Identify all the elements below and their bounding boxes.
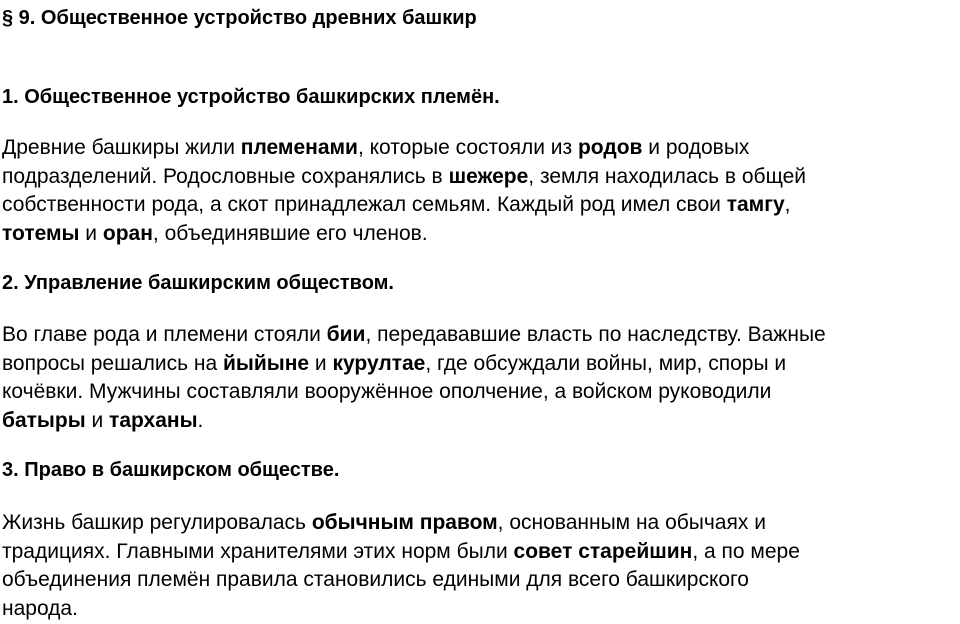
text-run: собственности рода, а скот принадлежал семьям. Каждый род имел свои (2, 193, 727, 216)
section-paragraph-1 (2, 134, 960, 248)
text-run: подразделений. Родословные сохранялись в (2, 164, 449, 188)
paragraph-line (2, 378, 960, 407)
key-term: йыйыне (223, 351, 310, 375)
text-run: народа. (2, 596, 78, 620)
paragraph-line (2, 220, 960, 249)
section-paragraph-2 (2, 321, 960, 435)
paragraph-line (2, 538, 960, 567)
paragraph-line (2, 595, 960, 624)
text-run: и (85, 408, 110, 432)
text-run: Жизнь башкир регулировалась (2, 511, 312, 534)
text-run: объединения племён правила становились едиными для всего башкирского (2, 568, 749, 591)
text-run: Во главе рода и племени стояли (2, 323, 327, 346)
text-run: , где обсуждали войны, мир, споры и (425, 351, 787, 375)
page-title: § 9. Общественное устройство древних башкир (2, 7, 477, 29)
paragraph-line (2, 566, 960, 595)
key-term: шежере (448, 164, 529, 188)
key-term: тамгу (726, 193, 785, 216)
text-run: Древние башкиры жили (2, 136, 241, 159)
text-run: , а по мере (692, 539, 800, 563)
text-run: традициях. Главными хранителями этих норм были (2, 539, 514, 563)
text-run: , земля находилась в общей (528, 164, 807, 188)
paragraph-line (2, 134, 960, 163)
text-run: , которые состояли из (357, 136, 578, 159)
text-run: вопросы решались на (2, 351, 224, 375)
section-heading-3: 3. Право в башкирском обществе. (2, 459, 340, 481)
text-run: , (784, 193, 791, 216)
paragraph-line (2, 407, 960, 436)
key-term: курултае (332, 351, 426, 375)
text-run: и родовых (642, 136, 750, 159)
paragraph-line (2, 509, 960, 538)
text-run: кочёвки. Мужчины составляли вооружённое ополчение, а войском руководили (2, 380, 772, 403)
text-run: и (309, 351, 333, 375)
text-run: . (197, 408, 204, 432)
paragraph-line (2, 191, 960, 220)
text-run: , передававшие власть по наследству. Важные (365, 323, 826, 346)
key-term: племенами (240, 136, 358, 159)
key-term: совет старейшин (513, 539, 693, 563)
key-term: обычным правом (311, 511, 498, 534)
key-term: оран (102, 221, 153, 245)
key-term: тарханы (109, 408, 198, 432)
key-term: тотемы (2, 221, 80, 245)
paragraph-line (2, 163, 960, 192)
text-run: , основанным на обычаях и (497, 511, 766, 534)
text-run: и (79, 221, 103, 245)
text-run: , объединявшие его членов. (152, 221, 428, 245)
key-term: родов (577, 136, 643, 159)
key-term: бии (326, 323, 366, 346)
paragraph-line (2, 321, 960, 350)
key-term: батыры (2, 408, 86, 432)
section-heading-1: 1. Общественное устройство башкирских племён. (2, 86, 500, 108)
section-paragraph-3 (2, 509, 960, 623)
paragraph-line (2, 350, 960, 379)
section-heading-2: 2. Управление башкирским обществом. (2, 272, 394, 294)
